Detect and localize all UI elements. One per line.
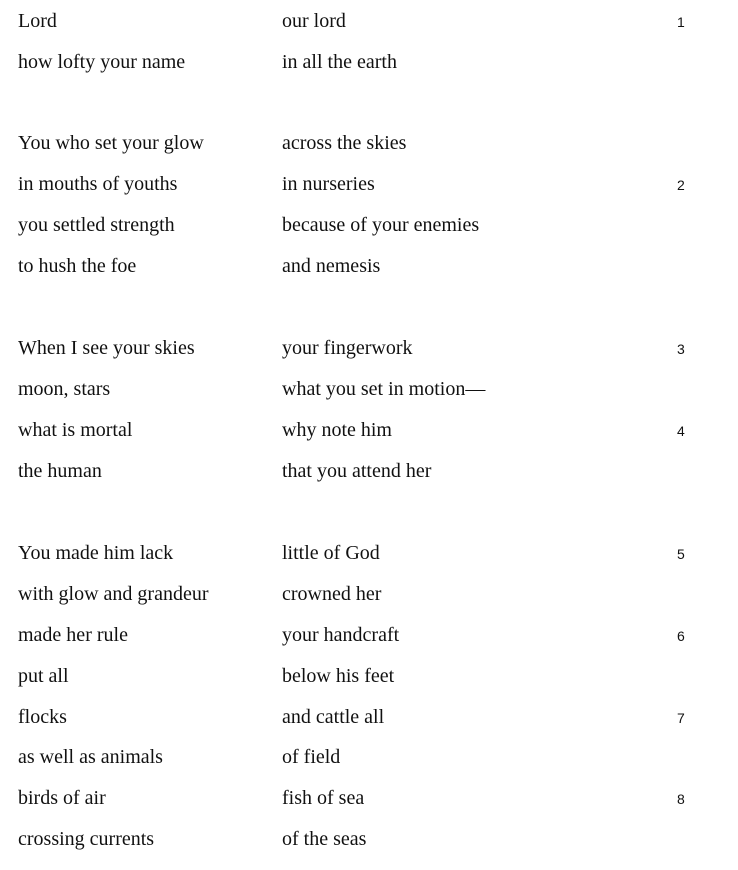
- line-second-half: crowned her: [282, 583, 382, 605]
- line-second-half: below his feet: [282, 665, 395, 687]
- verse-number: 5: [677, 546, 685, 562]
- poem-line: [0, 828, 738, 869]
- line-second-half: across the skies: [282, 132, 407, 154]
- line-second-half: in nurseries: [282, 173, 375, 195]
- verse-number: 3: [677, 341, 685, 357]
- verse-number: 8: [677, 791, 685, 807]
- line-second-half: and nemesis: [282, 255, 381, 277]
- line-second-half: little of God: [282, 542, 380, 564]
- line-first-half: put all: [18, 665, 69, 687]
- line-first-half: to hush the foe: [18, 255, 137, 277]
- poem-line: [0, 787, 738, 828]
- line-first-half: as well as animals: [18, 746, 163, 768]
- verse-number: 2: [677, 177, 685, 193]
- line-second-half: your fingerwork: [282, 337, 413, 359]
- line-first-half: in mouths of youths: [18, 173, 178, 195]
- line-second-half: in all the earth: [282, 51, 397, 73]
- poem-line: [0, 542, 738, 583]
- verse-number: 1: [677, 14, 685, 30]
- line-second-half: why note him: [282, 419, 392, 441]
- line-first-half: When I see your skies: [18, 337, 195, 359]
- poem-line: [0, 624, 738, 665]
- line-first-half: crossing currents: [18, 828, 155, 850]
- verse-number: 7: [677, 710, 685, 726]
- poem-line: [0, 746, 738, 787]
- line-second-half: of the seas: [282, 828, 367, 850]
- poem-line: [0, 173, 738, 214]
- line-second-half: fish of sea: [282, 787, 365, 809]
- poem-line: [0, 255, 738, 296]
- line-second-half: our lord: [282, 10, 346, 32]
- line-first-half: Lord: [18, 10, 57, 32]
- poem-line: [0, 337, 738, 378]
- line-first-half: with glow and grandeur: [18, 583, 209, 605]
- line-first-half: the human: [18, 460, 102, 482]
- poem-line: [0, 460, 738, 501]
- poem-line: [0, 214, 738, 255]
- poem-line: [0, 665, 738, 706]
- line-first-half: you settled strength: [18, 214, 175, 236]
- poem-line: [0, 378, 738, 419]
- line-second-half: your handcraft: [282, 624, 400, 646]
- line-second-half: of field: [282, 746, 341, 768]
- line-second-half: and cattle all: [282, 706, 385, 728]
- poem-line: [0, 51, 738, 92]
- line-second-half: because of your enemies: [282, 214, 480, 236]
- poem-line: [0, 10, 738, 51]
- poem-line: [0, 583, 738, 624]
- line-first-half: made her rule: [18, 624, 128, 646]
- line-first-half: You made him lack: [18, 542, 174, 564]
- line-first-half: moon, stars: [18, 378, 111, 400]
- line-first-half: what is mortal: [18, 419, 133, 441]
- poem-line: [0, 706, 738, 747]
- line-first-half: flocks: [18, 706, 67, 728]
- line-first-half: birds of air: [18, 787, 106, 809]
- poem-line: [0, 419, 738, 460]
- line-first-half: You who set your glow: [18, 132, 204, 154]
- line-second-half: what you set in motion—: [282, 378, 486, 400]
- verse-number: 4: [677, 423, 685, 439]
- line-second-half: that you attend her: [282, 460, 432, 482]
- verse-number: 6: [677, 628, 685, 644]
- poem-line: [0, 132, 738, 173]
- line-first-half: how lofty your name: [18, 51, 186, 73]
